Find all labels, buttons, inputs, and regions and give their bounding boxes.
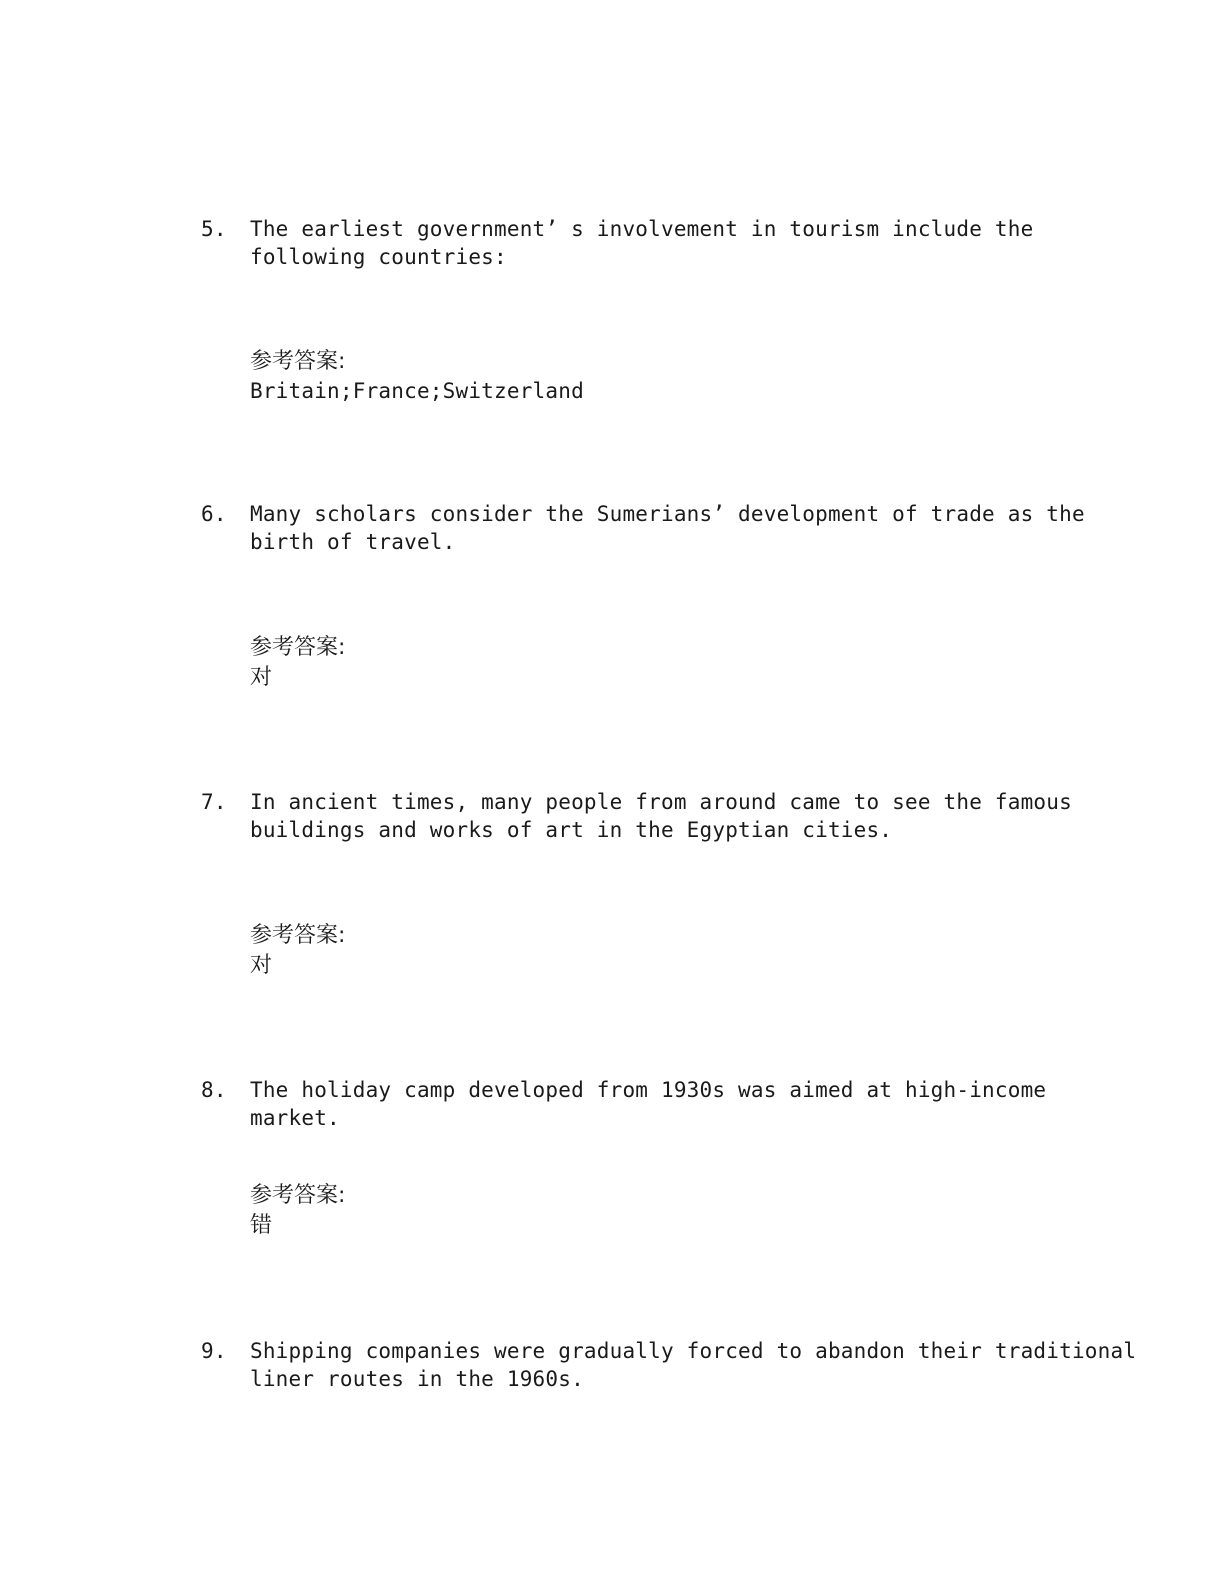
answer-value: 对 xyxy=(250,665,273,690)
question-text: Shipping companies were gradually forced to abandon their traditional liner routes in the 1960s. xyxy=(250,1339,1137,1391)
question-text: The earliest government’ s involvement in tourism include the following countries: xyxy=(250,217,1034,269)
answer-value: Britain;France;Switzerland xyxy=(250,379,584,403)
answer-label: 参考答案: xyxy=(250,923,346,948)
question-number: 5. xyxy=(201,217,227,241)
answer-label: 参考答案: xyxy=(250,349,346,374)
answer-value: 对 xyxy=(250,953,273,978)
question-number: 8. xyxy=(201,1078,227,1102)
question-text: Many scholars consider the Sumerians’ development of trade as the birth of travel. xyxy=(250,502,1085,554)
question-text: The holiday camp developed from 1930s was aimed at high-income market. xyxy=(250,1078,1047,1130)
question-number: 6. xyxy=(201,502,227,526)
question-number: 9. xyxy=(201,1339,227,1363)
answer-label: 参考答案: xyxy=(250,1183,346,1208)
question-number: 7. xyxy=(201,790,227,814)
answer-label: 参考答案: xyxy=(250,635,346,660)
answer-value: 错 xyxy=(250,1213,273,1238)
question-text: In ancient times, many people from around came to see the famous buildings and works of art in the Egyptian cities. xyxy=(250,790,1072,842)
